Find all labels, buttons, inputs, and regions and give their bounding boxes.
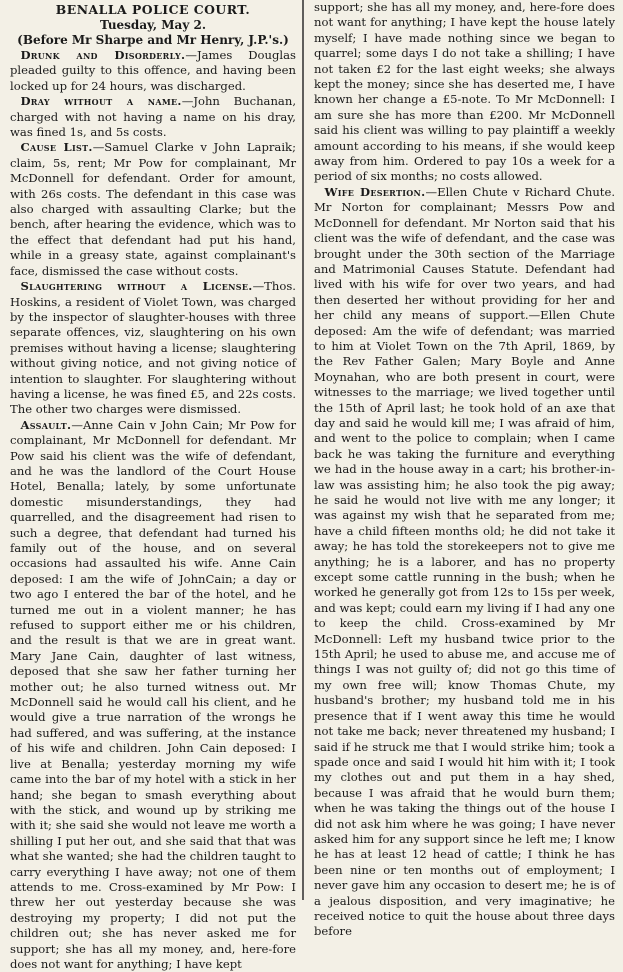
right-column — [300, 0, 623, 939]
left-paragraphs — [10, 48, 296, 972]
case-title: Dray without a name. — [20, 94, 182, 109]
left-column — [0, 0, 300, 971]
paragraph-text: —Ellen Chute v Richard Chute. Mr Norton for complainant; Messrs Pow and McDonnell for defendant. Mr Norton said that his client was the wife of defendant, and the case was brought under the 30th section of the Marriage and Matrimonial Causes Statute. Defendant had lived with his wife for over two years, and had then deserted her without providing for her and her child any means of support.—Ellen Chute deposed: Am the wife of defendant; was married to him at Violet Town on the 7th April, 1869, by the Rev Father Galen; Mary Boyle and Anne Moynahan, who are both present in court, were witnesses to the marriage; we lived together until the 15th of April last; he took hold of an axe that day and said he would kill me; I was afraid of him, and went to the police to complain; when I came back he was taking the furniture and everything we had in the house away in a cart; his brother-in-law was assisting him; he also took the pig away; he said he would not live with me any longer; it was against my wish that he separated from me; have a child fifteen months old; he did not take it away; he has told the storekeepers not to give me anything; he is a laborer, and has no property except some cattle running in the bush; when he worked he generally got from 12s to 15s per week, and was kept; could earn my living if I had any one to keep the child. Cross-examined by Mr McDonnell: Left my husband twice prior to the 15th April; he used to abuse me, and accuse me of things I was not guilty of; did not go this time of my own free will; know Thomas Chute, my husband's brother; my husband told me in his presence that if I went away this time he would not take me back; never threatened my husband; I said if he struck me that I would strike him; took a spade once and said I would hit him with it; I took my clothes out and put them in a hay shed, because I was afraid that he would burn them; when he was taking the things out of the house I did not ask him where he was going; I have never asked him for any support since he left me; I know he has at least 12 head of cattle; I think he has been nine or ten months out of employment; I never gave him any occasion to desert me; he is of a jealous disposition, and very imaginative; he received notice to quit the house about three days before — [314, 184, 616, 939]
paragraph-text: support; she has all my money, and, here-fore does not want for anything; I have kept the house lately myself; I have made nothing since we began to quarrel; some days I do not take a shilling; I have not taken £2 for the last eight weeks; she always kept the money; since she has deserted me, I have known her change a £5-note. To Mr McDonnell: I am sure she has more than £200. Mr McDonnell said his client was willing to pay plaintiff a weekly amount according to his means, if she would keep away from him. Ordered to pay 10s a week for a period of six months; no costs allowed. — [314, 0, 615, 184]
article-title: BENALLA POLICE COURT. — [55, 2, 251, 17]
paragraph — [10, 279, 296, 418]
article-date: Tuesday, May 2. — [99, 18, 207, 32]
case-title: Drunk and Disorderly. — [20, 48, 186, 62]
paragraph — [10, 48, 296, 94]
paragraph — [10, 140, 296, 279]
case-title: Slaughtering without a License. — [20, 279, 253, 294]
paragraph-text: —John Buchanan, charged with not having a name on his dray, was fined 1s, and 5s costs. — [10, 94, 297, 140]
paragraph — [10, 94, 296, 140]
paragraph — [314, 0, 615, 185]
paragraph — [10, 418, 296, 972]
article-bench: (Before Mr Sharpe and Mr Henry, J.P.'s.) — [17, 33, 289, 47]
case-title: Wife Desertion. — [324, 184, 426, 199]
paragraph — [314, 185, 615, 940]
paragraph-text: —Thos. Hoskins, a resident of Violet Town, was charged by the inspector of slaughter-houses with three separate offences, viz, slaughtering on his own premises without having a license; slaughtering without giving notice, and not giving notice of intention to slaughter. For slaughtering without having a license, he was fined £5, and 22s costs. The other two charges were dismissed. — [10, 279, 296, 417]
case-title: Assault. — [20, 417, 72, 432]
paragraph-text: —Samuel Clarke v John Lapraik; claim, 5s, rent; Mr Pow for complainant, Mr McDonnell for defendant. Order for amount, with 26s costs. The defendant in this case was also charged with assaulting Clarke; but the bench, after hearing the evidence, which was to the effect that defendant had put his hand, while in a greasy state, against complainant's face, dismissed the case without costs. — [10, 140, 296, 278]
case-title: Cause List. — [20, 140, 93, 155]
paragraph-text: —Anne Cain v John Cain; Mr Pow for complainant, Mr McDonnell for defendant. Mr Pow said his client was the wife of defendant, and he was the landlord of the Court House Hotel, Benalla; lately, by some unfortunate domestic misunderstandings, they had quarrelled, and the disagreement had risen to such a degree, that defendant had turned his family out of the house, and on several occasions had assaulted his wife. Anne Cain deposed: I am the wife of JohnCain; a day or two ago I entered the bar of the hotel, and he turned me out in a violent manner; he has refused to support either me or his children, and the result is that we are in great want. Mary Jane Cain, daughter of last witness, deposed that she saw her father turning her mother out; he also turned witness out. Mr McDonnell said he would call his client, and he would give a true narration of the wrongs he had suffered, and was suffering, at the instance of his wife and children. John Cain deposed: I live at Benalla; yesterday morning my wife came into the bar of my hotel with a stick in her hand; she began to smash everything about with the stick, and wound up by striking me with it; she said she would not leave me worth a shilling I put her out, and she said that that was what she wanted; she had the children taught to carry everything I have away; not one of them attends to me. Cross-examined by Mr Pow: I threw her out yesterday because she was destroying my property; I did not put the children out; she has never asked me for support; she has all my money, and, here-fore does not want for anything; I have kept — [10, 417, 296, 971]
right-paragraphs — [314, 0, 615, 940]
paragraph-text: —James Douglas pleaded guilty to this offence, and having been locked up for 24 hours, was discharged. — [10, 48, 296, 93]
